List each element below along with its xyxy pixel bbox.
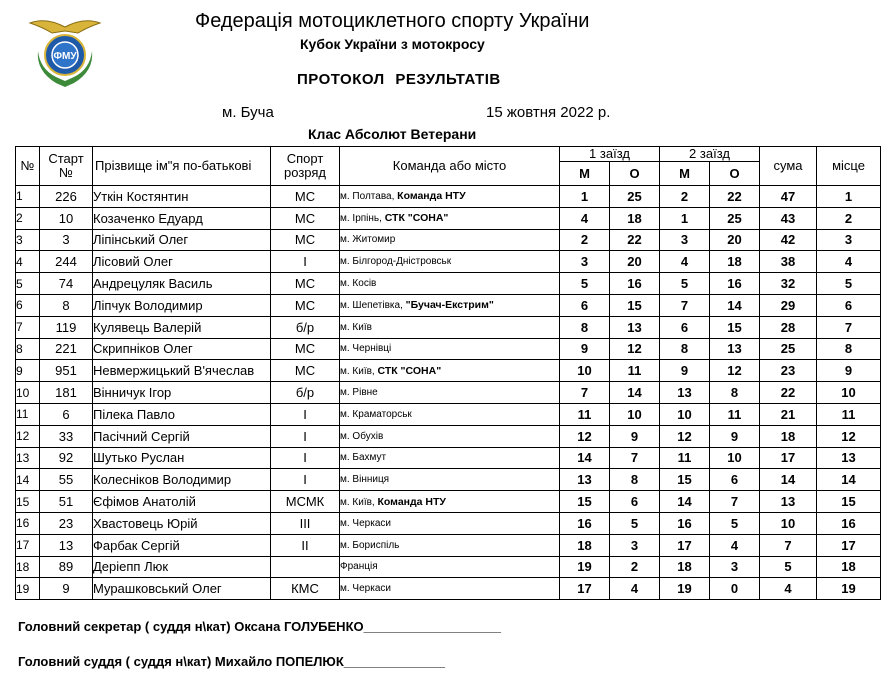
sport-rank: I bbox=[271, 469, 340, 491]
total-points: 13 bbox=[760, 491, 817, 513]
race2-points: 5 bbox=[710, 512, 760, 534]
sport-rank: III bbox=[271, 512, 340, 534]
row-number: 1 bbox=[16, 186, 40, 208]
rider-name: Пілека Павло bbox=[93, 403, 271, 425]
col-rank: Спорт розряд bbox=[271, 147, 340, 186]
race2-place: 9 bbox=[660, 360, 710, 382]
rider-name: Андрецуляк Василь bbox=[93, 273, 271, 295]
city: м. Ірпінь, bbox=[340, 213, 382, 225]
sport-rank: I bbox=[271, 447, 340, 469]
race1-place: 17 bbox=[560, 578, 610, 600]
total-points: 29 bbox=[760, 294, 817, 316]
sport-rank: МС bbox=[271, 207, 340, 229]
team-city bbox=[340, 403, 560, 425]
city: м. Білгород-Дністровськ bbox=[340, 256, 452, 268]
race2-points: 25 bbox=[710, 207, 760, 229]
rider-name: Скрипніков Олег bbox=[93, 338, 271, 360]
total-points: 17 bbox=[760, 447, 817, 469]
rider-name: Уткін Костянтин bbox=[93, 186, 271, 208]
table-row bbox=[16, 534, 881, 556]
race2-points: 9 bbox=[710, 425, 760, 447]
final-place: 8 bbox=[817, 338, 881, 360]
table-row bbox=[16, 469, 881, 491]
rider-name: Колесніков Володимир bbox=[93, 469, 271, 491]
race1-place: 15 bbox=[560, 491, 610, 513]
team-city bbox=[340, 229, 560, 251]
final-place: 9 bbox=[817, 360, 881, 382]
team-city bbox=[340, 491, 560, 513]
final-place: 18 bbox=[817, 556, 881, 578]
final-place: 11 bbox=[817, 403, 881, 425]
table-row bbox=[16, 578, 881, 600]
table-row bbox=[16, 273, 881, 295]
city: м. Косів bbox=[340, 278, 377, 290]
col-name: Прізвище ім"я по-батькові bbox=[93, 147, 271, 186]
city: Франція bbox=[340, 561, 378, 573]
event-date: 15 жовтня 2022 р. bbox=[486, 104, 611, 121]
row-number: 6 bbox=[16, 294, 40, 316]
col-no: № bbox=[16, 147, 40, 186]
race1-points: 2 bbox=[610, 556, 660, 578]
col-race2-place: М bbox=[660, 162, 710, 186]
table-row bbox=[16, 186, 881, 208]
city: м. Чернівці bbox=[340, 343, 392, 355]
team-city bbox=[340, 469, 560, 491]
race1-place: 19 bbox=[560, 556, 610, 578]
table-row bbox=[16, 207, 881, 229]
col-position: місце bbox=[817, 147, 881, 186]
race2-place: 11 bbox=[660, 447, 710, 469]
final-place: 12 bbox=[817, 425, 881, 447]
sport-rank: II bbox=[271, 534, 340, 556]
race1-points: 9 bbox=[610, 425, 660, 447]
race1-place: 7 bbox=[560, 382, 610, 404]
row-number: 3 bbox=[16, 229, 40, 251]
sport-rank: КМС bbox=[271, 578, 340, 600]
team-city bbox=[340, 186, 560, 208]
final-place: 5 bbox=[817, 273, 881, 295]
city: м. Бахмут bbox=[340, 452, 387, 464]
total-points: 38 bbox=[760, 251, 817, 273]
race1-place: 2 bbox=[560, 229, 610, 251]
race1-place: 12 bbox=[560, 425, 610, 447]
team-city bbox=[340, 294, 560, 316]
club: Команда НТУ bbox=[377, 495, 446, 508]
total-points: 32 bbox=[760, 273, 817, 295]
race2-place: 8 bbox=[660, 338, 710, 360]
race2-place: 17 bbox=[660, 534, 710, 556]
team-city bbox=[340, 578, 560, 600]
race1-place: 4 bbox=[560, 207, 610, 229]
race2-place: 4 bbox=[660, 251, 710, 273]
city: м. Черкаси bbox=[340, 517, 391, 529]
table-row bbox=[16, 447, 881, 469]
team-city bbox=[340, 512, 560, 534]
race2-points: 8 bbox=[710, 382, 760, 404]
start-number: 92 bbox=[40, 447, 93, 469]
final-place: 16 bbox=[817, 512, 881, 534]
race1-points: 10 bbox=[610, 403, 660, 425]
table-row bbox=[16, 229, 881, 251]
final-place: 2 bbox=[817, 207, 881, 229]
total-points: 14 bbox=[760, 469, 817, 491]
total-points: 5 bbox=[760, 556, 817, 578]
total-points: 28 bbox=[760, 316, 817, 338]
event-city: м. Буча bbox=[222, 104, 274, 121]
race2-points: 16 bbox=[710, 273, 760, 295]
table-row bbox=[16, 338, 881, 360]
race1-points: 7 bbox=[610, 447, 660, 469]
race1-points: 6 bbox=[610, 491, 660, 513]
row-number: 11 bbox=[16, 403, 40, 425]
cup-title: Кубок України з мотокросу bbox=[300, 36, 485, 52]
start-number: 226 bbox=[40, 186, 93, 208]
race2-place: 14 bbox=[660, 491, 710, 513]
table-row bbox=[16, 512, 881, 534]
city: м. Київ bbox=[340, 321, 372, 333]
race1-points: 13 bbox=[610, 316, 660, 338]
rider-name: Ліпінський Олег bbox=[93, 229, 271, 251]
race1-points: 18 bbox=[610, 207, 660, 229]
rider-name: Шутько Руслан bbox=[93, 447, 271, 469]
race1-points: 14 bbox=[610, 382, 660, 404]
race2-points: 7 bbox=[710, 491, 760, 513]
race2-points: 15 bbox=[710, 316, 760, 338]
team-city bbox=[340, 447, 560, 469]
race2-points: 18 bbox=[710, 251, 760, 273]
row-number: 19 bbox=[16, 578, 40, 600]
race1-points: 25 bbox=[610, 186, 660, 208]
row-number: 17 bbox=[16, 534, 40, 556]
federation-title: Федерація мотоциклетного спорту України bbox=[195, 10, 590, 32]
city: м. Черкаси bbox=[340, 583, 391, 595]
table-row bbox=[16, 425, 881, 447]
sport-rank: МС bbox=[271, 273, 340, 295]
sport-rank: МС bbox=[271, 294, 340, 316]
col-race2-points: О bbox=[710, 162, 760, 186]
start-number: 221 bbox=[40, 338, 93, 360]
row-number: 14 bbox=[16, 469, 40, 491]
row-number: 5 bbox=[16, 273, 40, 295]
race1-points: 8 bbox=[610, 469, 660, 491]
sport-rank: МС bbox=[271, 360, 340, 382]
row-number: 8 bbox=[16, 338, 40, 360]
judge-signature: Головний суддя ( суддя н\кат) Михайло ПОПЕЛЮК______________ bbox=[18, 654, 445, 669]
total-points: 43 bbox=[760, 207, 817, 229]
race2-place: 5 bbox=[660, 273, 710, 295]
race2-place: 12 bbox=[660, 425, 710, 447]
rider-name: Хвастовець Юрій bbox=[93, 512, 271, 534]
race2-points: 13 bbox=[710, 338, 760, 360]
sport-rank: МС bbox=[271, 229, 340, 251]
total-points: 22 bbox=[760, 382, 817, 404]
col-sum: сума bbox=[760, 147, 817, 186]
final-place: 7 bbox=[817, 316, 881, 338]
results-table bbox=[15, 146, 881, 600]
col-race1-points: О bbox=[610, 162, 660, 186]
race2-points: 12 bbox=[710, 360, 760, 382]
total-points: 23 bbox=[760, 360, 817, 382]
sport-rank: б/р bbox=[271, 382, 340, 404]
race2-points: 22 bbox=[710, 186, 760, 208]
total-points: 47 bbox=[760, 186, 817, 208]
table-row bbox=[16, 403, 881, 425]
rider-name: Єфімов Анатолій bbox=[93, 491, 271, 513]
final-place: 17 bbox=[817, 534, 881, 556]
club: СТК "СОНА" bbox=[377, 364, 442, 377]
race2-place: 6 bbox=[660, 316, 710, 338]
final-place: 15 bbox=[817, 491, 881, 513]
start-number: 55 bbox=[40, 469, 93, 491]
final-place: 19 bbox=[817, 578, 881, 600]
final-place: 14 bbox=[817, 469, 881, 491]
city: м. Рівне bbox=[340, 387, 378, 399]
club: "Бучач-Екстрим" bbox=[405, 299, 494, 312]
sport-rank: I bbox=[271, 403, 340, 425]
race1-place: 10 bbox=[560, 360, 610, 382]
race1-place: 6 bbox=[560, 294, 610, 316]
race2-points: 4 bbox=[710, 534, 760, 556]
race1-points: 20 bbox=[610, 251, 660, 273]
team-city bbox=[340, 273, 560, 295]
race1-place: 9 bbox=[560, 338, 610, 360]
city: м. Київ, bbox=[340, 496, 375, 508]
club: Команда НТУ bbox=[397, 190, 466, 203]
rider-name: Фарбак Сергій bbox=[93, 534, 271, 556]
row-number: 10 bbox=[16, 382, 40, 404]
total-points: 42 bbox=[760, 229, 817, 251]
secretary-signature: Головний секретар ( суддя н\кат) Оксана ГОЛУБЕНКО___________________ bbox=[18, 619, 501, 634]
team-city bbox=[340, 207, 560, 229]
protocol-title: ПРОТОКОЛ РЕЗУЛЬТАТІВ bbox=[297, 71, 501, 88]
rider-name: Козаченко Едуард bbox=[93, 207, 271, 229]
race2-points: 3 bbox=[710, 556, 760, 578]
race2-points: 11 bbox=[710, 403, 760, 425]
team-city bbox=[340, 360, 560, 382]
class-title: Клас Абсолют Ветерани bbox=[308, 126, 477, 142]
city: м. Житомир bbox=[340, 234, 396, 246]
city: м. Шепетівка, bbox=[340, 300, 403, 312]
row-number: 4 bbox=[16, 251, 40, 273]
race1-place: 11 bbox=[560, 403, 610, 425]
table-row bbox=[16, 251, 881, 273]
rider-name: Пасічний Сергій bbox=[93, 425, 271, 447]
race1-points: 11 bbox=[610, 360, 660, 382]
row-number: 2 bbox=[16, 207, 40, 229]
start-number: 9 bbox=[40, 578, 93, 600]
table-row bbox=[16, 360, 881, 382]
federation-logo bbox=[26, 11, 104, 89]
table-row bbox=[16, 316, 881, 338]
city: м. Київ, bbox=[340, 365, 375, 377]
race2-points: 14 bbox=[710, 294, 760, 316]
start-number: 244 bbox=[40, 251, 93, 273]
start-number: 51 bbox=[40, 491, 93, 513]
race1-place: 16 bbox=[560, 512, 610, 534]
race2-points: 20 bbox=[710, 229, 760, 251]
city: м. Краматорськ bbox=[340, 408, 412, 420]
team-city bbox=[340, 251, 560, 273]
sport-rank: МС bbox=[271, 186, 340, 208]
total-points: 4 bbox=[760, 578, 817, 600]
team-city bbox=[340, 425, 560, 447]
start-number: 119 bbox=[40, 316, 93, 338]
col-race1: 1 заїзд bbox=[560, 147, 660, 162]
rider-name: Мурашковський Олег bbox=[93, 578, 271, 600]
race2-place: 1 bbox=[660, 207, 710, 229]
sport-rank: МС bbox=[271, 338, 340, 360]
row-number: 16 bbox=[16, 512, 40, 534]
race2-place: 7 bbox=[660, 294, 710, 316]
start-number: 33 bbox=[40, 425, 93, 447]
race1-place: 13 bbox=[560, 469, 610, 491]
start-number: 10 bbox=[40, 207, 93, 229]
final-place: 6 bbox=[817, 294, 881, 316]
rider-name: Кулявець Валерій bbox=[93, 316, 271, 338]
team-city bbox=[340, 338, 560, 360]
race2-place: 3 bbox=[660, 229, 710, 251]
start-number: 89 bbox=[40, 556, 93, 578]
row-number: 13 bbox=[16, 447, 40, 469]
row-number: 7 bbox=[16, 316, 40, 338]
start-number: 8 bbox=[40, 294, 93, 316]
city: м. Вінниця bbox=[340, 474, 390, 486]
race1-place: 5 bbox=[560, 273, 610, 295]
sport-rank: б/р bbox=[271, 316, 340, 338]
team-city bbox=[340, 534, 560, 556]
row-number: 15 bbox=[16, 491, 40, 513]
final-place: 13 bbox=[817, 447, 881, 469]
race1-points: 22 bbox=[610, 229, 660, 251]
final-place: 1 bbox=[817, 186, 881, 208]
race2-place: 10 bbox=[660, 403, 710, 425]
race1-place: 1 bbox=[560, 186, 610, 208]
start-number: 951 bbox=[40, 360, 93, 382]
sport-rank bbox=[271, 556, 340, 578]
row-number: 12 bbox=[16, 425, 40, 447]
race2-place: 15 bbox=[660, 469, 710, 491]
table-row bbox=[16, 294, 881, 316]
race1-place: 14 bbox=[560, 447, 610, 469]
total-points: 18 bbox=[760, 425, 817, 447]
team-city bbox=[340, 556, 560, 578]
race1-place: 18 bbox=[560, 534, 610, 556]
start-number: 181 bbox=[40, 382, 93, 404]
race2-points: 6 bbox=[710, 469, 760, 491]
total-points: 7 bbox=[760, 534, 817, 556]
row-number: 18 bbox=[16, 556, 40, 578]
team-city bbox=[340, 316, 560, 338]
start-number: 13 bbox=[40, 534, 93, 556]
final-place: 10 bbox=[817, 382, 881, 404]
race2-points: 0 bbox=[710, 578, 760, 600]
race1-points: 15 bbox=[610, 294, 660, 316]
start-number: 6 bbox=[40, 403, 93, 425]
col-race2: 2 заїзд bbox=[660, 147, 760, 162]
table-row bbox=[16, 491, 881, 513]
sport-rank: МСМК bbox=[271, 491, 340, 513]
col-start: Старт № bbox=[40, 147, 93, 186]
city: м. Обухів bbox=[340, 430, 384, 442]
team-city bbox=[340, 382, 560, 404]
rider-name: Лісовий Олег bbox=[93, 251, 271, 273]
table-row bbox=[16, 556, 881, 578]
start-number: 3 bbox=[40, 229, 93, 251]
race1-place: 8 bbox=[560, 316, 610, 338]
col-race1-place: М bbox=[560, 162, 610, 186]
race2-place: 2 bbox=[660, 186, 710, 208]
col-team: Команда або місто bbox=[340, 147, 560, 186]
city: м. Бориспіль bbox=[340, 539, 400, 551]
race1-points: 12 bbox=[610, 338, 660, 360]
total-points: 21 bbox=[760, 403, 817, 425]
sport-rank: I bbox=[271, 251, 340, 273]
race1-points: 3 bbox=[610, 534, 660, 556]
race1-points: 16 bbox=[610, 273, 660, 295]
club: СТК "СОНА" bbox=[384, 212, 449, 225]
rider-name: Невмержицький В'ячеслав bbox=[93, 360, 271, 382]
start-number: 23 bbox=[40, 512, 93, 534]
rider-name: Ліпчук Володимир bbox=[93, 294, 271, 316]
total-points: 25 bbox=[760, 338, 817, 360]
sport-rank: I bbox=[271, 425, 340, 447]
rider-name: Вінничук Ігор bbox=[93, 382, 271, 404]
city: м. Полтава, bbox=[340, 191, 395, 203]
start-number: 74 bbox=[40, 273, 93, 295]
logo-lettering: ФМУ bbox=[53, 51, 77, 62]
race2-points: 10 bbox=[710, 447, 760, 469]
race2-place: 13 bbox=[660, 382, 710, 404]
final-place: 4 bbox=[817, 251, 881, 273]
row-number: 9 bbox=[16, 360, 40, 382]
race2-place: 19 bbox=[660, 578, 710, 600]
final-place: 3 bbox=[817, 229, 881, 251]
race2-place: 16 bbox=[660, 512, 710, 534]
race1-place: 3 bbox=[560, 251, 610, 273]
race1-points: 5 bbox=[610, 512, 660, 534]
table-row bbox=[16, 382, 881, 404]
total-points: 10 bbox=[760, 512, 817, 534]
race2-place: 18 bbox=[660, 556, 710, 578]
rider-name: Деріепп Люк bbox=[93, 556, 271, 578]
race1-points: 4 bbox=[610, 578, 660, 600]
